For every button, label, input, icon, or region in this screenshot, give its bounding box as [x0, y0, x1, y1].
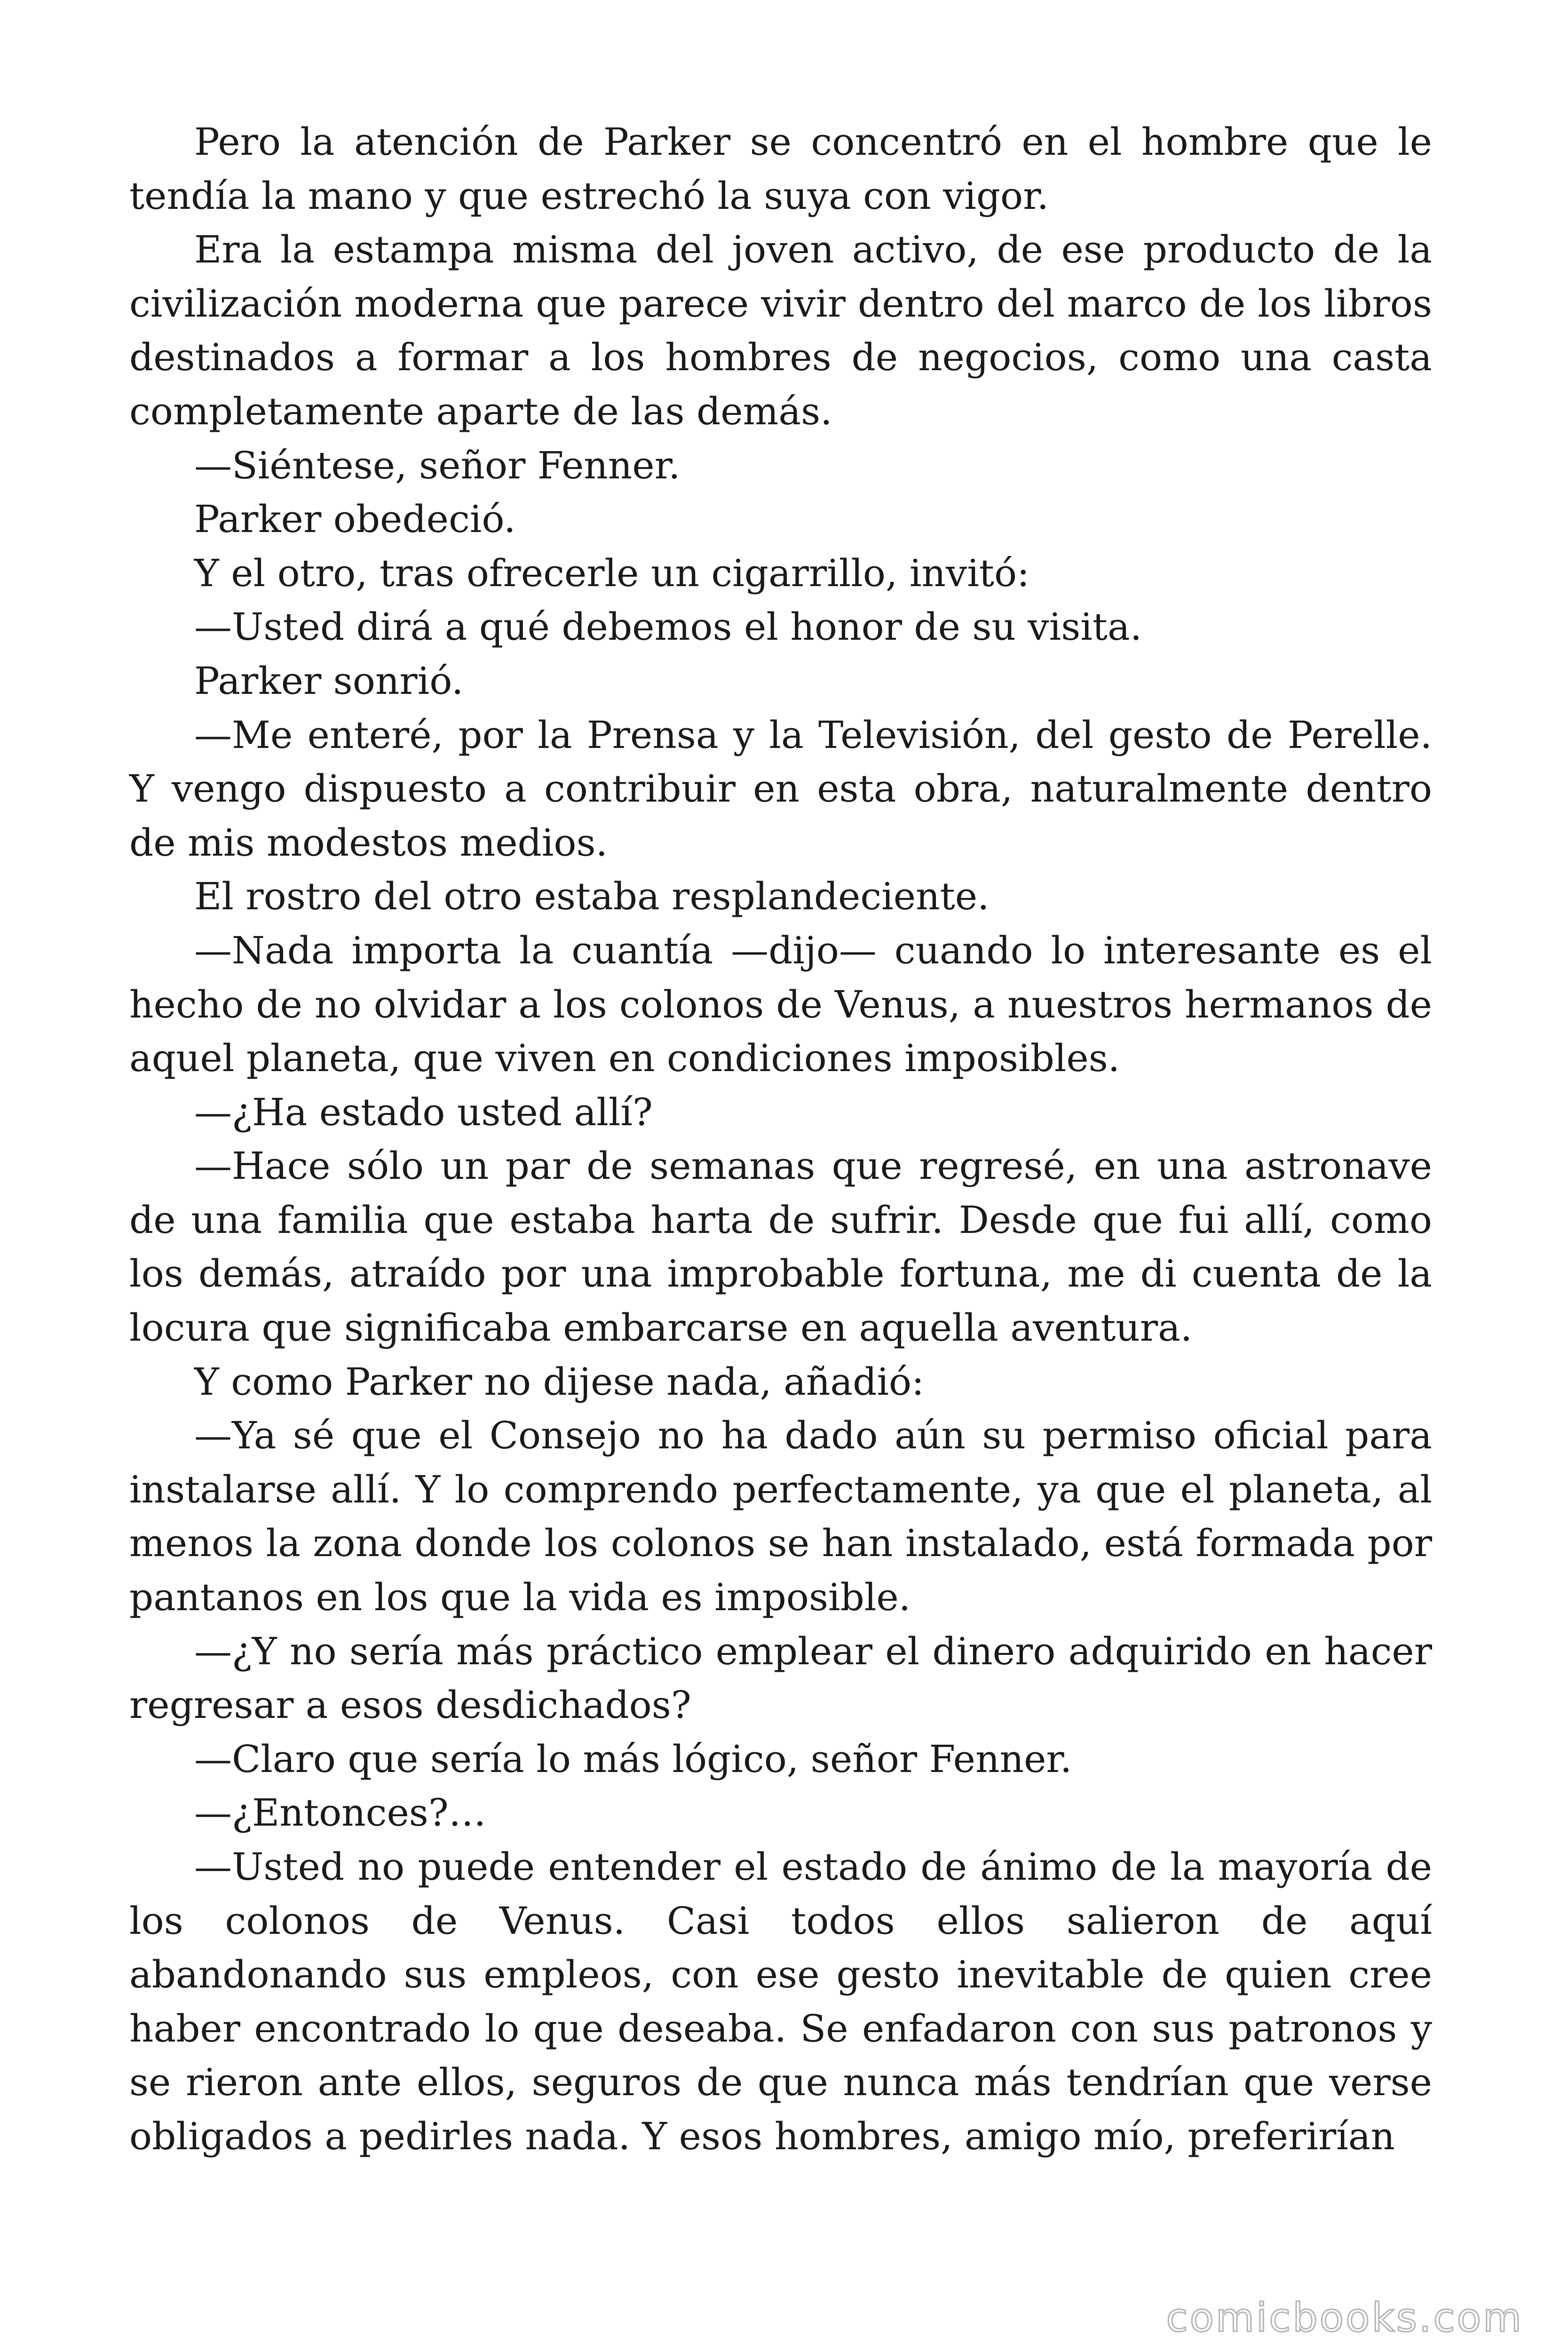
- paragraph: Pero la atención de Parker se concentró en el hombre que le tendía la mano y que estrechó la suya con vigor.: [129, 120, 1432, 218]
- paragraph: —Usted dirá a qué debemos el honor de su visita.: [194, 605, 1142, 649]
- paragraph: —Usted no puede entender el estado de ánimo de la mayoría de los colonos de Venus. Casi todos ellos salieron de aquí abandonando sus empleos, con ese gesto inevitable de quien cree haber encontrado lo que deseaba. Se enfadaron con sus patronos y se rieron ante ellos, seguros de que nunca más tendrían que verse obligados a pedirles nada. Y esos hombres, amigo mío, preferirían: [129, 1845, 1432, 2158]
- paragraph: Parker obedeció.: [194, 497, 516, 541]
- paragraph: —Claro que sería lo más lógico, señor Fenner.: [194, 1737, 1072, 1781]
- paragraph: Parker sonrió.: [194, 659, 464, 703]
- paragraph: El rostro del otro estaba resplandeciente.: [194, 874, 990, 919]
- paragraph: Y el otro, tras ofrecerle un cigarrillo, invitó:: [194, 551, 1030, 595]
- watermark: comicbooks.com: [1166, 2295, 1523, 2341]
- paragraph: —Me enteré, por la Prensa y la Televisión, del gesto de Perelle. Y vengo dispuesto a contribuir en esta obra, naturalmente dentro de mis modestos medios.: [129, 713, 1432, 865]
- paragraph: —¿Ha estado usted allí?: [194, 1090, 653, 1134]
- paragraph: Y como Parker no dijese nada, añadió:: [194, 1359, 925, 1404]
- paragraph: —Siéntese, señor Fenner.: [194, 443, 681, 487]
- paragraph: —Nada importa la cuantía —dijo— cuando lo interesante es el hecho de no olvidar a los colonos de Venus, a nuestros hermanos de aquel planeta, que viven en condiciones imposibles.: [129, 928, 1432, 1081]
- paragraph: —Hace sólo un par de semanas que regresé, en una astronave de una familia que estaba harta de sufrir. Desde que fui allí, como los demás, atraído por una improbable fortuna, me di cuenta de la locura que significaba embarcarse en aquella aventura.: [129, 1144, 1432, 1350]
- paragraph: —¿Y no sería más práctico emplear el dinero adquirido en hacer regresar a esos desdichados?: [129, 1629, 1432, 1727]
- paragraph: —¿Entonces?…: [194, 1791, 486, 1835]
- page-body-text: [129, 115, 1432, 2164]
- paragraph: Era la estampa misma del joven activo, de ese producto de la civilización moderna que parece vivir dentro del marco de los libros destinados a formar a los hombres de negocios, como una casta completamente aparte de las demás.: [129, 228, 1432, 433]
- paragraph: —Ya sé que el Consejo no ha dado aún su permiso oficial para instalarse allí. Y lo comprendo perfectamente, ya que el planeta, al menos la zona donde los colonos se han instalado, está formada por pantanos en los que la vida es imposible.: [129, 1414, 1432, 1620]
